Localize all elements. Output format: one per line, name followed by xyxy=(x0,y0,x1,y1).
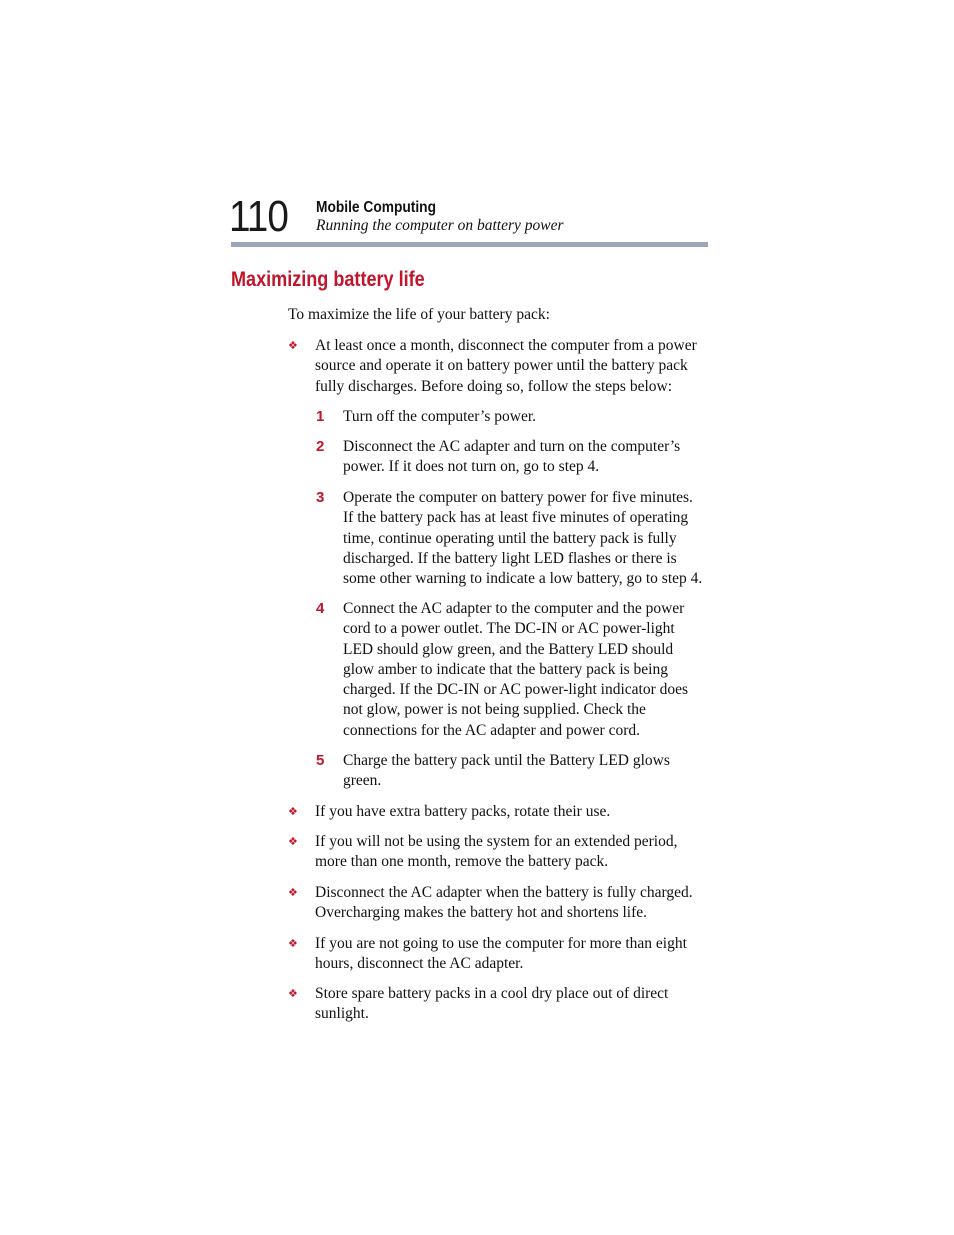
text-line: Overcharging makes the battery hot and shortens life. xyxy=(315,904,648,922)
text-line: more than one month, remove the battery pack. xyxy=(315,853,609,871)
text-line: cord to a power outlet. The DC-IN or AC power-light xyxy=(343,620,675,638)
step-number: 2 xyxy=(316,438,325,455)
text-line: LED should glow green, and the Battery LED should xyxy=(343,640,674,658)
text-line: Disconnect the AC adapter and turn on the computer’s xyxy=(343,438,681,455)
bullet-text xyxy=(315,802,715,822)
text-line: source and operate it on battery power until the battery pack xyxy=(315,357,688,375)
step-text xyxy=(343,599,715,741)
text-line: hours, disconnect the AC adapter. xyxy=(315,955,524,973)
bullet-text xyxy=(315,832,715,873)
text-line: charged. If the DC-IN or AC power-light indicator does xyxy=(343,681,689,699)
header-rule xyxy=(231,242,708,247)
text-line: time, continue operating until the battery pack is fully xyxy=(343,529,677,547)
bullet-text xyxy=(315,883,715,924)
text-line: If you will not be using the system for an extended period, xyxy=(315,833,678,850)
step-number: 4 xyxy=(316,600,325,617)
diamond-bullet-icon: ❖ xyxy=(288,987,298,1000)
text-line: Operate the computer on battery power for five minutes. xyxy=(343,489,693,506)
text-line: If the battery pack has at least five minutes of operating xyxy=(343,509,689,527)
step-number: 3 xyxy=(316,489,325,506)
text-line: Connect the AC adapter to the computer and the power xyxy=(343,600,685,617)
text-line: some other warning to indicate a low battery, go to step 4. xyxy=(343,570,703,588)
chapter-title: Mobile Computing xyxy=(316,199,436,216)
text-line: power. If it does not turn on, go to step 4. xyxy=(343,458,600,476)
text-line: Turn off the computer’s power. xyxy=(343,408,537,425)
section-subtitle: Running the computer on battery power xyxy=(316,217,564,234)
text-line: fully discharges. Before doing so, follow the steps below: xyxy=(315,377,673,395)
page-number: 110 xyxy=(229,192,289,241)
text-line: If you have extra battery packs, rotate their use. xyxy=(315,803,611,820)
diamond-bullet-icon: ❖ xyxy=(288,835,298,848)
text-line: connections for the AC adapter and power cord. xyxy=(343,721,640,739)
text-line: not glow, power is not being supplied. Check the xyxy=(343,701,646,719)
step-text xyxy=(343,751,715,792)
text-line: Store spare battery packs in a cool dry place out of direct xyxy=(315,985,669,1002)
diamond-bullet-icon: ❖ xyxy=(288,339,298,352)
text-line: glow amber to indicate that the battery pack is being xyxy=(343,660,668,678)
text-line: discharged. If the battery light LED flashes or there is xyxy=(343,549,677,567)
bullet-text xyxy=(315,934,715,975)
text-line: Charge the battery pack until the Battery LED glows xyxy=(343,752,670,769)
text-line: green. xyxy=(343,772,382,790)
text-line: At least once a month, disconnect the computer from a power xyxy=(315,337,697,354)
text-line: If you are not going to use the computer for more than eight xyxy=(315,935,687,952)
step-number: 5 xyxy=(316,752,325,769)
bullet-text xyxy=(315,336,715,397)
diamond-bullet-icon: ❖ xyxy=(288,937,298,950)
diamond-bullet-icon: ❖ xyxy=(288,805,298,818)
step-text xyxy=(343,437,715,478)
text-line: sunlight. xyxy=(315,1005,369,1023)
step-text xyxy=(343,407,715,427)
diamond-bullet-icon: ❖ xyxy=(288,886,298,899)
bullet-text xyxy=(315,984,715,1025)
step-text xyxy=(343,488,715,589)
step-number: 1 xyxy=(316,408,325,425)
section-heading: Maximizing battery life xyxy=(231,268,425,291)
text-line: Disconnect the AC adapter when the battery is fully charged. xyxy=(315,884,693,901)
intro-paragraph: To maximize the life of your battery pack: xyxy=(288,306,550,323)
